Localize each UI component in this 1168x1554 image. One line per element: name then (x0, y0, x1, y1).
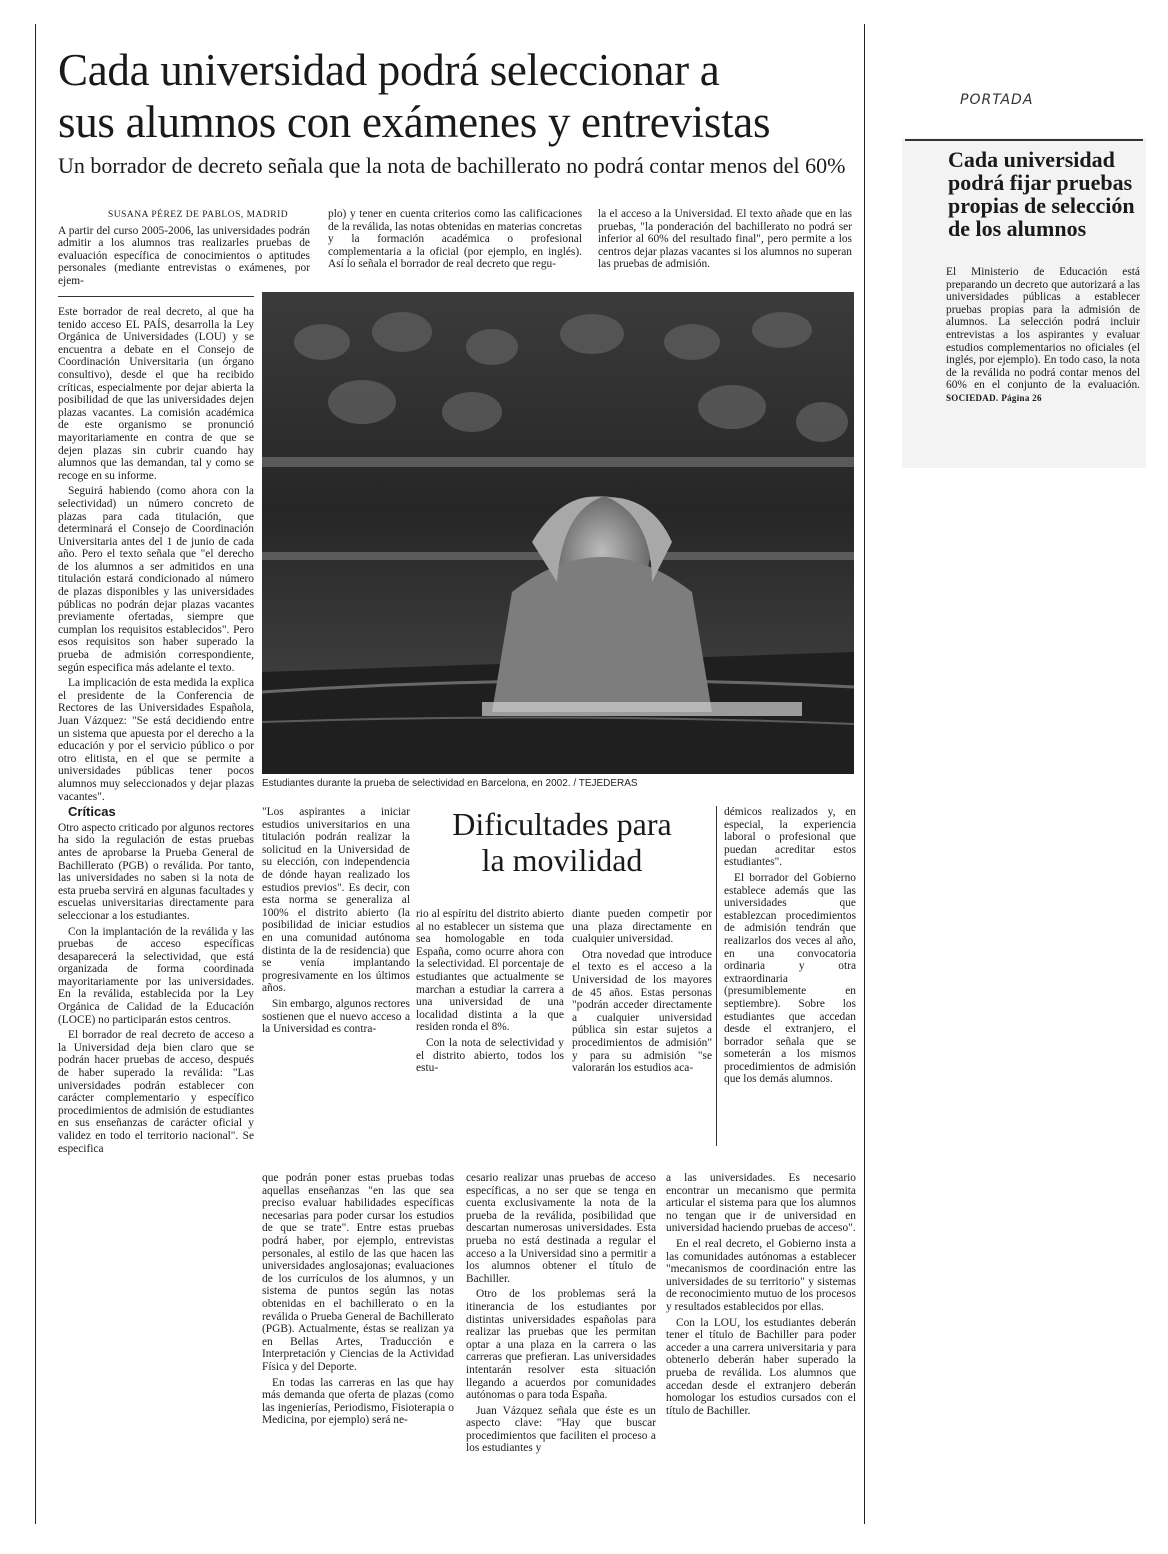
col4-lower-paragraph-2: En el real decreto, el Gobierno insta a las comunidades autónomas a establecer "mecanismos de coordinación entre las universidades de su territorio" y sistemas de reconocimiento mutuo de los procesos y resultados establecidos por ellas. (666, 1237, 856, 1313)
col3-lower-paragraph-1: cesario realizar unas pruebas de acceso específicas, a no ser que se tenga en cuenta exclusivamente la nota de la prueba de la reválida, posibilidad que descartan numerosas universidades. Esta prueba no está destinada a regular el acceso a la Universidad sino a permitir a los alumnos obtener el título de Bachiller. (466, 1172, 656, 1285)
body-column-2-lower (262, 1172, 454, 1430)
section-title-line-1: Dificultades para (452, 806, 672, 842)
summary-section-reference: SOCIEDAD. (946, 392, 999, 403)
body-column-3-upper (416, 908, 564, 1078)
lead-column-2 (328, 208, 582, 274)
headline-line-2: sus alumnos con exámenes y entrevistas (58, 97, 771, 147)
col2-upper-paragraph-1: "Los aspirantes a iniciar estudios universitarios en una titulación podrán realizar la solicitud en la Universidad de su elección, con independencia de dónde hayan realizado los estudios previos". Es decir, con esta norma se generaliza al 100% el distrito abierto (la posibilidad de iniciar estudios en una comunidad autónoma distinta de la de residencia) que se venía implantando progresivamente en los últimos años. (262, 806, 410, 995)
col5-upper-paragraph-2: El borrador del Gobierno establece además que las universidades que establezcan procedimientos de admisión tendrán que realizarlos dos veces al año, en una convocatoria ordinaria y otra extraordinaria (presumiblemente en septiembre). Sobre los estudiantes que accedan desde el extranjero, el borrador señala que se someterán a los mismos procedimientos de admisión que los demás alumnos. (724, 871, 856, 1086)
col3-upper-paragraph-1: rio al espíritu del distrito abierto al no establecer un sistema que sea homologable en toda España, como ocurre ahora con la selectividad. El porcentaje de estudiantes que actualmente se marchan a estudiar la carrera a una universidad de una localidad distinta a la que residen ronda el 8%. (416, 908, 564, 1034)
summary-title: Cada universidad podrá fijar pruebas propias de selección de los alumnos (948, 147, 1135, 241)
col3-lower-paragraph-3: Juan Vázquez señala que éste es un aspecto clave: "Hay que buscar procedimientos que faciliten el proceso a los estudiantes y (466, 1404, 656, 1455)
col1-paragraph-5: Con la implantación de la reválida y las pruebas de acceso específicas desaparecerá la selectividad, que está organizada de forma coordinada mayoritariamente por las universidades. En la reválida, establecida por la Ley Orgánica de Calidad de la Educación (LOCE) no participarán estos centros. (58, 925, 254, 1026)
section-title-line-2: la movilidad (481, 842, 643, 878)
col2-lower-paragraph-1: que podrán poner estas pruebas todas aquellas enseñanzas "en las que sea preciso evaluar habilidades específicas necesarias para poder cursar los estudios de que se trate". Entre estas pruebas podrá haber, por ejemplo, entrevistas personales, al estilo de las que hacen las universidades anglosajonas; evaluaciones de los currículos de los alumnos, y un sistema de puntos según las notas obtenidas en el bachillerato o en la reválida o Prueba General de Bachillerato (PGB). Actualmente, éstas se realizan ya en Bellas Artes, Traducción e Interpretación y Ciencias de la Actividad Física y del Deporte. (262, 1172, 454, 1373)
col4-lower-paragraph-1: a las universidades. Es necesario encontrar un mecanismo que permita articular el sistema para que los alumnos no tengan que ir de universidad en universidad haciendo pruebas de acceso". (666, 1172, 856, 1235)
subtitle-criticas: Críticas (68, 804, 116, 820)
headline (58, 44, 858, 148)
col1-paragraph-2: Seguirá habiendo (como ahora con la selectividad) un número concreto de plazas para cada titulación, que determinará el Consejo de Coordinación Universitaria antes del 1 de junio de cada año. Pero el texto señala que "el derecho de los alumnos a ser admitidos en una titulación estará condicionado al número de plazas disponibles y las universidades públicas no podrán dejar plazas vacantes previamente ofertadas, siempre que cumplan los requisitos establecidos". Pero esos requisitos son haber superado la prueba de admisión correspondiente, según especifica más adelante el texto. (58, 485, 254, 674)
col1-paragraph-1: Este borrador de real decreto, al que ha tenido acceso EL PAÍS, desarrolla la Ley Orgánica de Universidades (LOU) y se encuentra a debate en el Consejo de Coordinación Universitaria (un órgano consultivo), desde el que ha recibido críticas, especialmente por dejar abierta la posibilidad de que las universidades dejen plazas vacantes. La comisión académica de este organismo se pronunció mayoritariamente en contra de que se dejen plazas sin cubrir cuando hay alumnos que las demandan, tal y como se recoge en su informe. (58, 306, 254, 482)
byline: SUSANA PÉREZ DE PABLOS, MADRID (108, 210, 289, 220)
photo-students-exam (262, 292, 854, 774)
col3-upper-paragraph-2: Con la nota de selectividad y el distrito abierto, todos los estu- (416, 1036, 564, 1075)
col5-upper-paragraph-1: démicos realizados y, en especial, la experiencia laboral o profesional que puedan acreditar estos estudiantes". (724, 806, 856, 869)
col2-lower-paragraph-2: En todas las carreras en las que hay más demanda que oferta de plazas (como las ingenierías, Periodismo, Fisioterapia o Medicina, por ejemplo) será ne- (262, 1376, 454, 1427)
col1-paragraph-3: La implicación de esta medida la explica el presidente de la Conferencia de Rectores de las Universidades Española, Juan Vázquez: "Se está decidiendo entre un sistema que apuesta por el derecho a la educación y por el servicio público o por otro elitista, en el que se permite a universidades públicas tener pocos alumnos muy seleccionados y dejar plazas vacantes". (58, 677, 254, 803)
lead-column-3 (598, 208, 852, 274)
headline-line-1: Cada universidad podrá seleccionar a (58, 45, 720, 95)
col2-upper-paragraph-2: Sin embargo, algunos rectores sostienen que el nuevo acceso a la Universidad es contra- (262, 997, 410, 1036)
section-title (416, 806, 708, 878)
body-column-2-upper (262, 806, 410, 1039)
col1-paragraph-4: Otro aspecto criticado por algunos rectores ha sido la regulación de estas pruebas antes de aprobarse la Prueba General de Bachillerato (PGB) o reválida. Por tanto, las universidades no saben si la nota de esta prueba servirá en algunas facultades y escuelas universitarias directamente para seleccionar a los estudiantes. (58, 821, 254, 922)
handwritten-note: PORTADA (960, 92, 1034, 108)
body-column-4-upper (572, 908, 712, 1078)
lead-text-1: A partir del curso 2005-2006, las universidades podrán admitir a los alumnos tras realizarles pruebas de evaluación específica de conocimientos o aptitudes personales (mediante entrevistas o exámenes, por ejem- (58, 224, 310, 287)
photo-image (262, 292, 854, 774)
col1-paragraph-6: El borrador de real decreto de acceso a la Universidad deja bien claro que se podrán hacer pruebas de acceso, después de haber superado la reválida: "Las universidades podrán establecer con carácter complementario y específico procedimientos de admisión de estudiantes en sus enseñanzas de carácter oficial y validez en todo el territorio nacional". Se especifica (58, 1029, 254, 1155)
photo-caption: Estudiantes durante la prueba de selectividad en Barcelona, en 2002. / TEJEDERAS (262, 778, 638, 789)
lead-text-3: la el acceso a la Universidad. El texto añade que en las pruebas, "la ponderación del bachillerato no podrá ser inferior al 60% del resultado final", pero permite a los centros dejar plazas vacantes si los alumnos no superan las pruebas de admisión. (598, 208, 852, 271)
lead-separator (58, 296, 254, 297)
body-column-3-lower (466, 1172, 656, 1458)
col4-upper-paragraph-2: Otra novedad que introduce el texto es el acceso a la Universidad de los mayores de 45 años. Estas personas "podrán acceder directamente a cualquier universidad pública sin estar sujetos a procedimientos de admisión" y para su admisión "se valorarán los estudios aca- (572, 948, 712, 1075)
column-divider (716, 806, 717, 1146)
summary-page-reference: Página 26 (1001, 392, 1042, 403)
subheadline: Un borrador de decreto señala que la nota de bachillerato no podrá contar menos del 60% (58, 153, 846, 178)
lead-text-2: plo) y tener en cuenta criterios como las calificaciones de la reválida, las notas obtenidas en materias concretas y la formación académica o profesional complementaria a la oficial (por ejemplo, en inglés). Así lo señala el borrador de real decreto que regu- (328, 208, 582, 271)
lead-column-1 (58, 208, 310, 291)
col4-upper-paragraph-1: diante pueden competir por una plaza directamente en cualquier universidad. (572, 908, 712, 946)
col4-lower-paragraph-3: Con la LOU, los estudiantes deberán tener el título de Bachiller para poder acceder a una carrera universitaria y para obtenerlo deberán haber superado la prueba de reválida. Los alumnos que accedan desde el extranjero deberán homologar los estudios cursados con el título de Bachiller. (666, 1316, 856, 1417)
summary-text-block (946, 266, 1140, 405)
body-column-4-lower (666, 1172, 856, 1420)
body-column-1 (58, 306, 254, 1158)
col3-lower-paragraph-2: Otro de los problemas será la itinerancia de los estudiantes por distintas universidades españolas para realizar las pruebas que les permitan optar a una plaza en la carrera o las carreras que prefieran. Las universidades intentarán resolver esta situación llegando a acuerdos por comunidades autónomas o para toda España. (466, 1288, 656, 1402)
summary-text: El Ministerio de Educación está preparando un decreto que autorizará a las universidades públicas a establecer pruebas propias para la admisión de alumnos. La selección podrá incluir entrevistas a los aspirantes y evaluar estudios complementarios no oficiales (el inglés, por ejemplo). En todo caso, la nota de la reválida no podrá contar menos del 60% en el conjunto de la evaluación. (946, 266, 1140, 392)
summary-box-top-rule (905, 139, 1143, 141)
body-column-5-upper (724, 806, 856, 1089)
